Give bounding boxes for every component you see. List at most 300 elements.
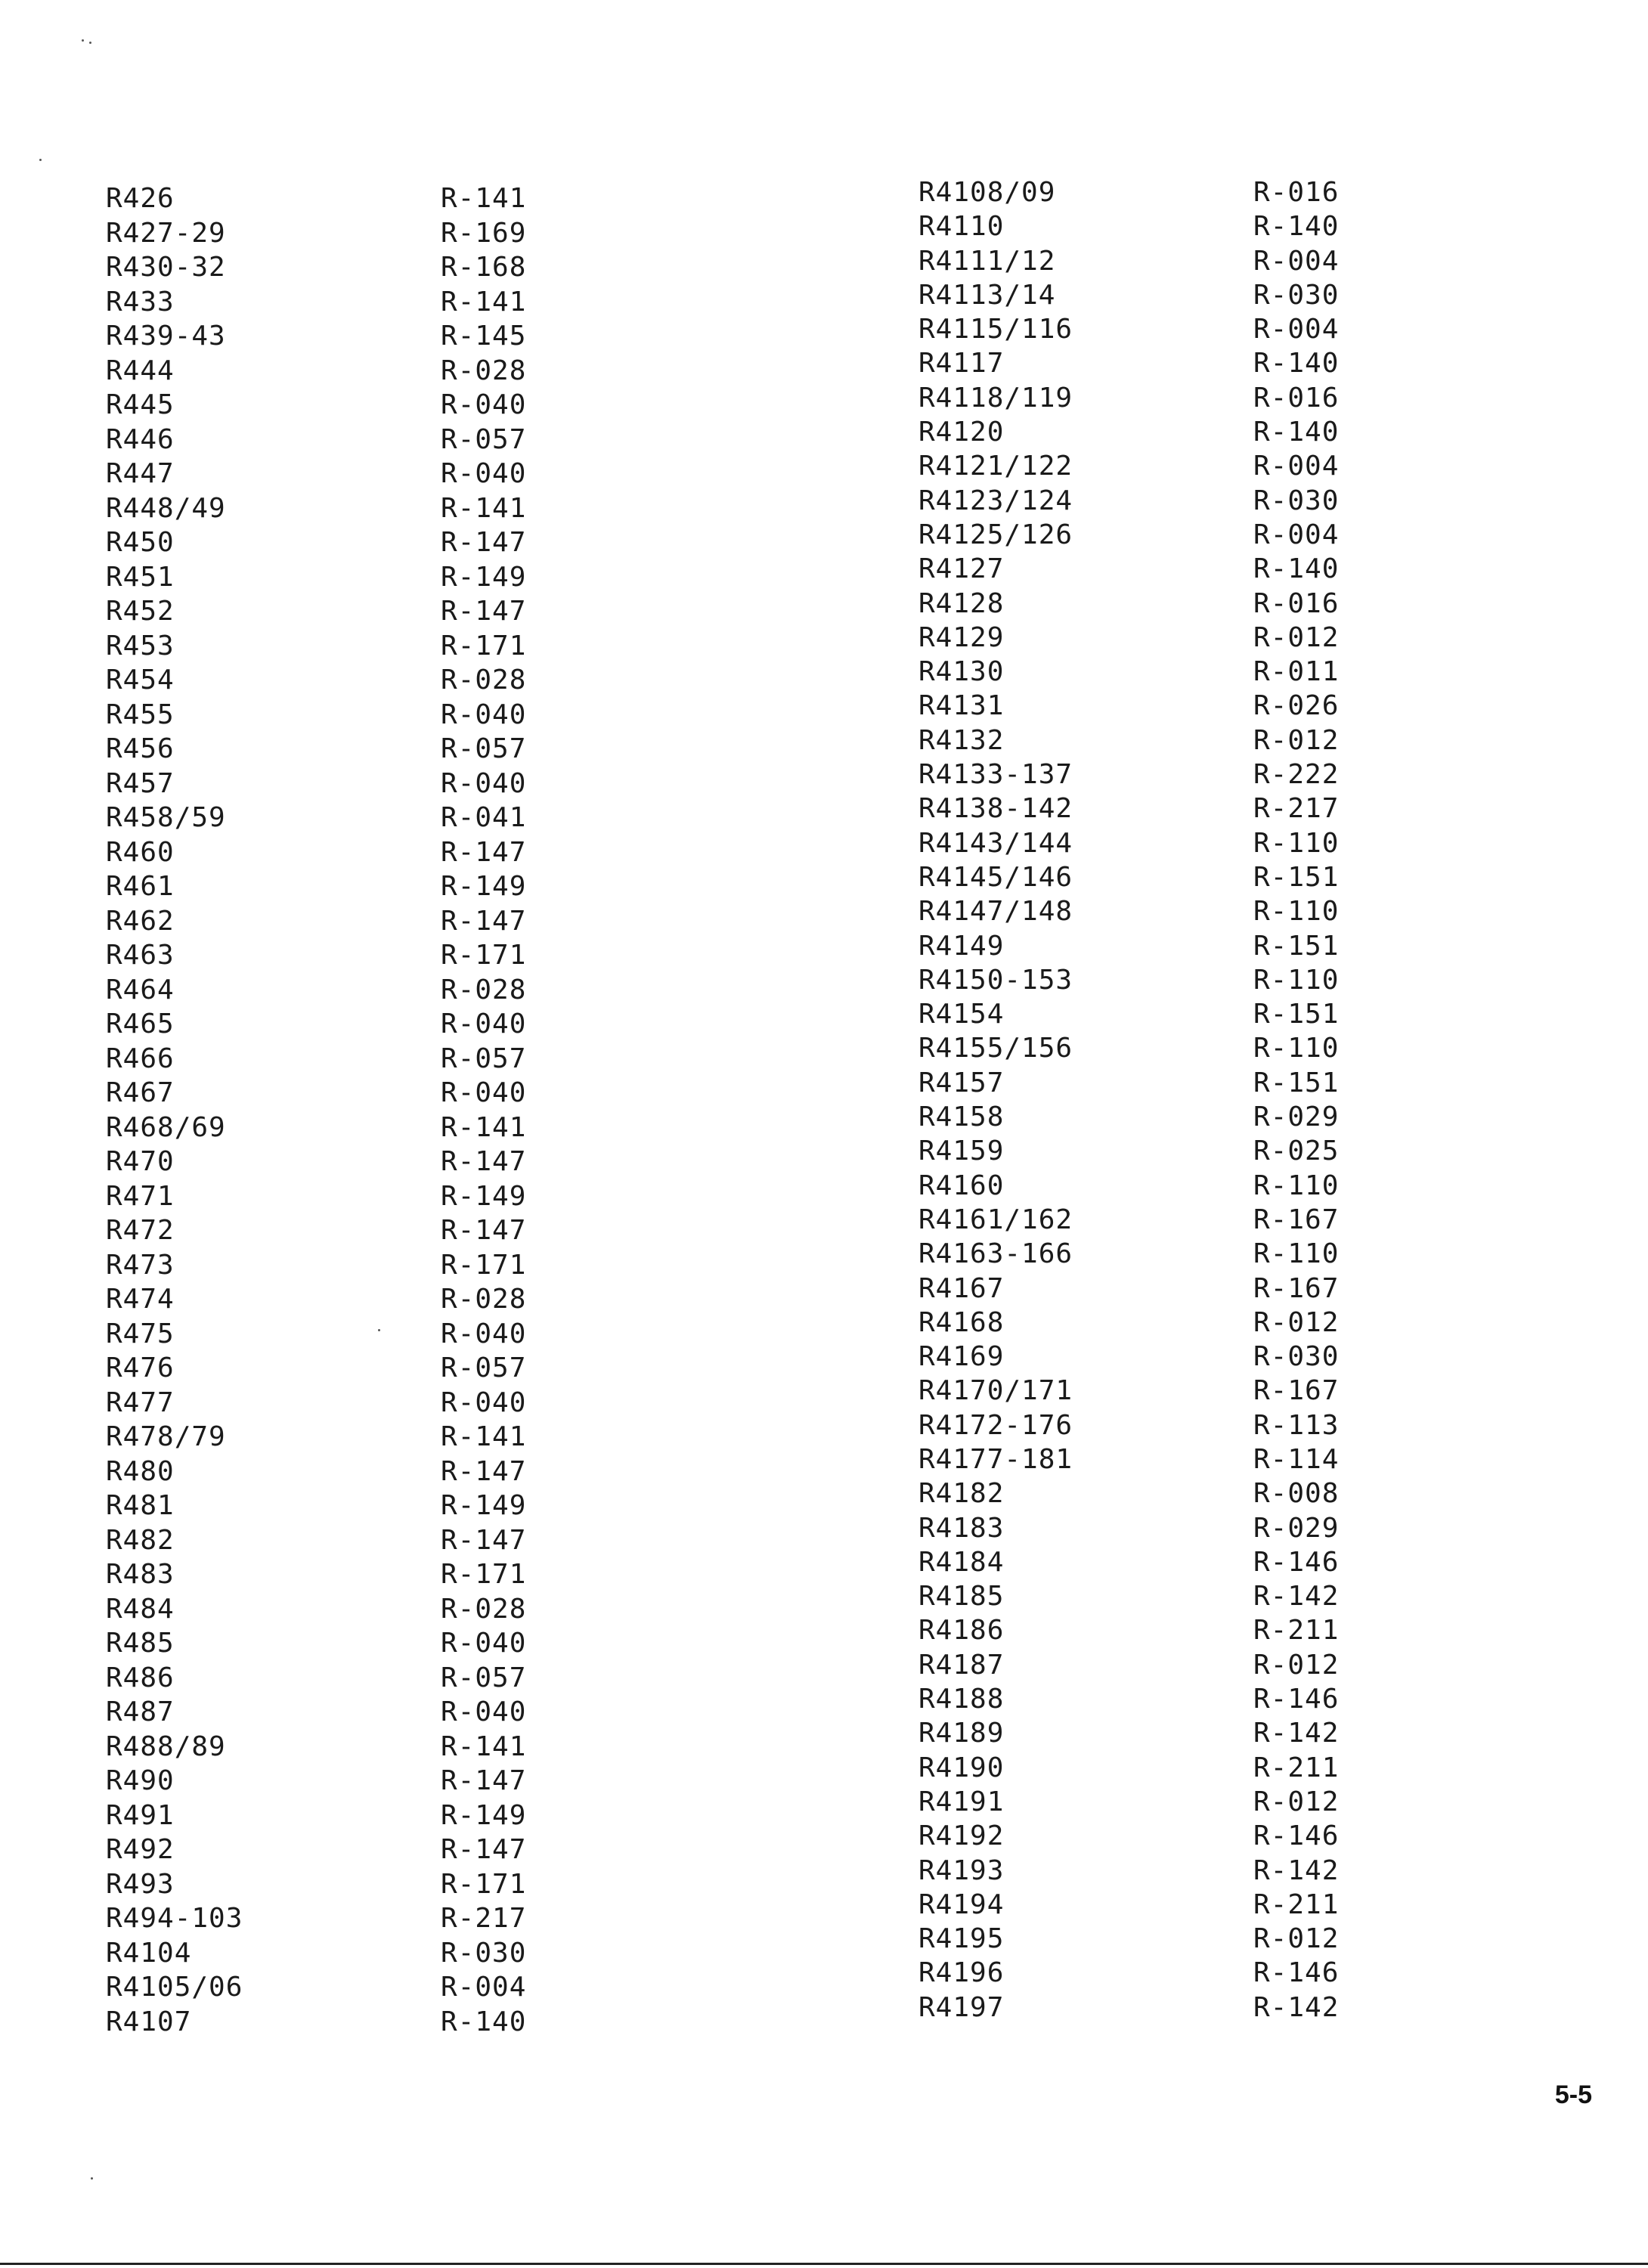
parts-list-row: [918, 381, 1448, 415]
part-number: R-167: [1253, 1272, 1340, 1304]
reference-designator: R466: [106, 1043, 175, 1074]
parts-list-row: [106, 1007, 635, 1042]
reference-designator: R461: [106, 871, 175, 902]
parts-list-row: [918, 758, 1448, 792]
parts-list-row: [918, 997, 1448, 1031]
reference-designator: R4123/124: [918, 485, 1073, 516]
reference-designator: R439-43: [106, 321, 226, 352]
part-number: R-012: [1253, 1306, 1340, 1338]
reference-designator: R4105/06: [106, 1972, 243, 2003]
reference-designator: R454: [106, 665, 175, 696]
part-number: R-012: [1253, 1786, 1340, 1817]
reference-designator: R4130: [918, 656, 1005, 688]
parts-list-row: [106, 1489, 635, 1523]
reference-designator: R446: [106, 423, 175, 455]
part-number: R-016: [1253, 382, 1340, 414]
reference-designator: R4113/14: [918, 279, 1056, 311]
reference-designator: R4189: [918, 1718, 1005, 1749]
parts-list-row: [918, 1854, 1448, 1888]
part-number: R-004: [441, 1972, 527, 2003]
part-number: R-141: [441, 492, 527, 524]
reference-designator: R4147/148: [918, 896, 1073, 928]
bottom-rule: [0, 2263, 1648, 2265]
part-number: R-142: [1253, 1991, 1340, 2023]
parts-list-row: [918, 209, 1448, 243]
part-number: R-171: [441, 1559, 527, 1590]
parts-list-row: [106, 1592, 635, 1627]
part-number: R-146: [1253, 1820, 1340, 1852]
part-number: R-147: [441, 596, 527, 627]
parts-list-row: [918, 449, 1448, 483]
reference-designator: R458/59: [106, 802, 226, 833]
part-number: R-040: [441, 767, 527, 799]
part-number: R-016: [1253, 587, 1340, 619]
scan-speck: [82, 39, 84, 42]
reference-designator: R4107: [106, 2006, 192, 2037]
part-number: R-028: [441, 1593, 527, 1625]
part-number: R-011: [1253, 656, 1340, 688]
part-number: R-149: [441, 1490, 527, 1521]
reference-designator: R4160: [918, 1170, 1005, 1201]
part-number: R-217: [441, 1903, 527, 1934]
reference-designator: R4127: [918, 553, 1005, 585]
reference-designator: R4145/146: [918, 861, 1073, 893]
parts-list-row: [106, 388, 635, 423]
reference-designator: R4120: [918, 417, 1005, 448]
parts-list-row: [106, 1213, 635, 1248]
scan-speck: [91, 2177, 93, 2180]
parts-list-row: [918, 1100, 1448, 1134]
parts-list-row: [106, 1901, 635, 1936]
reference-designator: R4143/144: [918, 827, 1073, 859]
parts-list-row: [918, 484, 1448, 518]
reference-designator: R426: [106, 183, 175, 214]
part-number: R-110: [1253, 896, 1340, 928]
part-number: R-171: [441, 1249, 527, 1281]
reference-designator: R4121/122: [918, 451, 1073, 482]
parts-list-row: [106, 1557, 635, 1592]
parts-list-row: [918, 1203, 1448, 1237]
reference-designator: R4129: [918, 621, 1005, 653]
reference-designator: R475: [106, 1318, 175, 1349]
parts-list-row: [918, 1134, 1448, 1168]
reference-designator: R430-32: [106, 252, 226, 283]
reference-designator: R4150-153: [918, 964, 1073, 996]
parts-list-row: [106, 1730, 635, 1765]
reference-designator: R4172-176: [918, 1409, 1073, 1441]
parts-list-row: [106, 1764, 635, 1799]
part-number: R-057: [441, 1352, 527, 1383]
reference-designator: R477: [106, 1387, 175, 1418]
parts-list-row: [106, 1523, 635, 1558]
parts-list-row: [918, 1237, 1448, 1271]
part-number: R-147: [441, 1146, 527, 1177]
part-number: R-147: [441, 527, 527, 558]
parts-list-row: [106, 973, 635, 1008]
part-number: R-030: [441, 1937, 527, 1969]
reference-designator: R451: [106, 561, 175, 593]
reference-designator: R488/89: [106, 1730, 226, 1762]
parts-list-row: [918, 1545, 1448, 1579]
part-number: R-012: [1253, 1923, 1340, 1955]
part-number: R-146: [1253, 1957, 1340, 1989]
scan-speck: [89, 42, 91, 44]
parts-list-row: [106, 354, 635, 389]
parts-list-row: [106, 732, 635, 767]
part-number: R-140: [1253, 553, 1340, 585]
part-number: R-026: [1253, 690, 1340, 722]
part-number: R-012: [1253, 1649, 1340, 1681]
reference-designator: R4108/09: [918, 177, 1056, 208]
parts-list-row: [918, 963, 1448, 997]
part-number: R-147: [441, 1834, 527, 1865]
part-number: R-113: [1253, 1409, 1340, 1441]
reference-designator: R486: [106, 1662, 175, 1693]
parts-list-row: [106, 181, 635, 216]
reference-designator: R483: [106, 1559, 175, 1590]
reference-designator: R450: [106, 527, 175, 558]
part-number: R-151: [1253, 861, 1340, 893]
reference-designator: R4128: [918, 587, 1005, 619]
parts-list-row: [106, 938, 635, 973]
part-number: R-171: [441, 1868, 527, 1900]
reference-designator: R4192: [918, 1820, 1005, 1852]
parts-list-row: [106, 1076, 635, 1111]
part-number: R-110: [1253, 1238, 1340, 1270]
reference-designator: R4161/162: [918, 1204, 1073, 1235]
reference-designator: R491: [106, 1799, 175, 1831]
reference-designator: R4190: [918, 1752, 1005, 1783]
part-number: R-149: [441, 871, 527, 902]
part-number: R-211: [1253, 1888, 1340, 1920]
reference-designator: R4183: [918, 1512, 1005, 1544]
part-number: R-142: [1253, 1854, 1340, 1886]
part-number: R-040: [441, 1387, 527, 1418]
part-number: R-140: [1253, 348, 1340, 380]
parts-list-row: [918, 1922, 1448, 1956]
reference-designator: R482: [106, 1524, 175, 1556]
parts-list-row: [918, 1306, 1448, 1340]
parts-list-row: [106, 904, 635, 939]
reference-designator: R452: [106, 596, 175, 627]
right-parts-column: [918, 175, 1448, 2025]
part-number: R-004: [1253, 519, 1340, 550]
parts-list-row: [106, 1626, 635, 1661]
reference-designator: R4185: [918, 1581, 1005, 1613]
parts-list-row: [918, 244, 1448, 278]
part-number: R-040: [441, 458, 527, 489]
parts-list-row: [918, 1272, 1448, 1306]
reference-designator: R427-29: [106, 217, 226, 249]
parts-list-row: [918, 689, 1448, 723]
part-number: R-141: [441, 183, 527, 214]
reference-designator: R472: [106, 1215, 175, 1246]
parts-list-row: [106, 1179, 635, 1214]
reference-designator: R4159: [918, 1136, 1005, 1167]
parts-list-row: [918, 1340, 1448, 1374]
parts-list-row: [918, 346, 1448, 380]
parts-list-row: [106, 1970, 635, 2005]
parts-list-row: [106, 1351, 635, 1386]
reference-designator: R4182: [918, 1478, 1005, 1510]
parts-list-row: [106, 2005, 635, 2040]
part-number: R-057: [441, 423, 527, 455]
reference-designator: R4187: [918, 1649, 1005, 1681]
reference-designator: R494-103: [106, 1903, 243, 1934]
parts-list-row: [106, 629, 635, 664]
part-number: R-149: [441, 1799, 527, 1831]
part-number: R-146: [1253, 1684, 1340, 1715]
part-number: R-141: [441, 1730, 527, 1762]
reference-designator: R455: [106, 699, 175, 730]
parts-list-row: [918, 415, 1448, 449]
part-number: R-110: [1253, 1170, 1340, 1201]
part-number: R-028: [441, 355, 527, 386]
parts-list-row: [106, 285, 635, 320]
reference-designator: R478/79: [106, 1421, 226, 1452]
reference-designator: R445: [106, 389, 175, 420]
reference-designator: R485: [106, 1628, 175, 1659]
reference-designator: R457: [106, 767, 175, 799]
parts-list-row: [106, 835, 635, 870]
part-number: R-217: [1253, 793, 1340, 825]
part-number: R-151: [1253, 930, 1340, 962]
parts-list-row: [106, 1695, 635, 1730]
part-number: R-171: [441, 940, 527, 971]
parts-list-row: [918, 655, 1448, 689]
parts-list-row: [106, 423, 635, 457]
reference-designator: R4196: [918, 1957, 1005, 1989]
part-number: R-012: [1253, 724, 1340, 756]
part-number: R-028: [441, 974, 527, 1005]
reference-designator: R4157: [918, 1067, 1005, 1098]
parts-list-row: [918, 1648, 1448, 1682]
parts-list-row: [106, 1661, 635, 1696]
part-number: R-016: [1253, 177, 1340, 208]
reference-designator: R447: [106, 458, 175, 489]
parts-list-row: [918, 1031, 1448, 1065]
reference-designator: R467: [106, 1077, 175, 1108]
parts-list-row: [106, 698, 635, 733]
reference-designator: R4138-142: [918, 793, 1073, 825]
reference-designator: R4133-137: [918, 759, 1073, 791]
part-number: R-057: [441, 1043, 527, 1074]
part-number: R-169: [441, 217, 527, 249]
part-number: R-040: [441, 1696, 527, 1727]
part-number: R-149: [441, 561, 527, 593]
reference-designator: R4194: [918, 1888, 1005, 1920]
part-number: R-146: [1253, 1546, 1340, 1578]
reference-designator: R484: [106, 1593, 175, 1625]
reference-designator: R460: [106, 836, 175, 868]
part-number: R-211: [1253, 1752, 1340, 1783]
parts-list-row: [106, 594, 635, 629]
part-number: R-147: [441, 1455, 527, 1487]
part-number: R-040: [441, 1077, 527, 1108]
parts-list-row: [106, 491, 635, 526]
reference-designator: R4104: [106, 1937, 192, 1969]
parts-list-row: [918, 312, 1448, 346]
reference-designator: R487: [106, 1696, 175, 1727]
parts-list-row: [918, 1682, 1448, 1716]
reference-designator: R473: [106, 1249, 175, 1281]
parts-list-row: [106, 1936, 635, 1971]
part-number: R-029: [1253, 1512, 1340, 1544]
parts-list-row: [106, 663, 635, 698]
page-number: 5-5: [1554, 2081, 1592, 2109]
parts-list-row: [918, 1374, 1448, 1408]
reference-designator: R4155/156: [918, 1033, 1073, 1064]
parts-list-row: [918, 1169, 1448, 1203]
parts-list-row: [106, 525, 635, 560]
reference-designator: R4132: [918, 724, 1005, 756]
part-number: R-141: [441, 1111, 527, 1143]
reference-designator: R4158: [918, 1101, 1005, 1133]
reference-designator: R4167: [918, 1272, 1005, 1304]
parts-list-row: [106, 1799, 635, 1833]
parts-list-row: [918, 278, 1448, 312]
part-number: R-029: [1253, 1101, 1340, 1133]
reference-designator: R465: [106, 1009, 175, 1040]
part-number: R-114: [1253, 1443, 1340, 1475]
parts-list-row: [918, 1408, 1448, 1442]
parts-list-row: [918, 894, 1448, 928]
parts-list-row: [918, 175, 1448, 209]
reference-designator: R4117: [918, 348, 1005, 380]
parts-list-row: [106, 1867, 635, 1902]
reference-designator: R448/49: [106, 492, 226, 524]
part-number: R-141: [441, 286, 527, 318]
parts-list-row: [918, 1751, 1448, 1785]
part-number: R-149: [441, 1180, 527, 1212]
part-number: R-167: [1253, 1204, 1340, 1235]
parts-list-row: [106, 1833, 635, 1867]
parts-list-row: [106, 869, 635, 904]
reference-designator: R4184: [918, 1546, 1005, 1578]
reference-designator: R481: [106, 1490, 175, 1521]
parts-list-row: [106, 1282, 635, 1317]
part-number: R-147: [441, 905, 527, 937]
parts-list-row: [106, 560, 635, 595]
parts-list-row: [918, 860, 1448, 894]
parts-list-row: [918, 1716, 1448, 1750]
part-number: R-151: [1253, 999, 1340, 1030]
parts-list-row: [918, 826, 1448, 860]
parts-list-row: [918, 1442, 1448, 1476]
parts-list-row: [918, 552, 1448, 586]
part-number: R-004: [1253, 314, 1340, 345]
reference-designator: R464: [106, 974, 175, 1005]
part-number: R-140: [1253, 417, 1340, 448]
reference-designator: R4170/171: [918, 1375, 1073, 1407]
reference-designator: R4191: [918, 1786, 1005, 1817]
reference-designator: R4188: [918, 1684, 1005, 1715]
part-number: R-012: [1253, 621, 1340, 653]
part-number: R-140: [441, 2006, 527, 2037]
parts-list-row: [106, 767, 635, 801]
part-number: R-211: [1253, 1615, 1340, 1647]
scan-speck: [39, 159, 42, 161]
parts-list-row: [918, 587, 1448, 621]
part-number: R-147: [441, 836, 527, 868]
part-number: R-028: [441, 665, 527, 696]
part-number: R-040: [441, 1628, 527, 1659]
parts-list-row: [918, 792, 1448, 826]
reference-designator: R471: [106, 1180, 175, 1212]
part-number: R-004: [1253, 245, 1340, 277]
parts-list-row: [106, 216, 635, 251]
parts-list-row: [918, 1613, 1448, 1647]
reference-designator: R456: [106, 733, 175, 764]
part-number: R-041: [441, 802, 527, 833]
part-number: R-030: [1253, 485, 1340, 516]
part-number: R-142: [1253, 1581, 1340, 1613]
parts-list-row: [106, 1455, 635, 1489]
part-number: R-147: [441, 1524, 527, 1556]
part-number: R-141: [441, 1421, 527, 1452]
parts-list-row: [106, 1145, 635, 1179]
part-number: R-040: [441, 699, 527, 730]
parts-list-row: [918, 1956, 1448, 1990]
reference-designator: R480: [106, 1455, 175, 1487]
reference-designator: R476: [106, 1352, 175, 1383]
parts-list-row: [918, 621, 1448, 655]
part-number: R-025: [1253, 1136, 1340, 1167]
part-number: R-030: [1253, 1341, 1340, 1373]
parts-list-row: [106, 457, 635, 491]
part-number: R-167: [1253, 1375, 1340, 1407]
part-number: R-168: [441, 252, 527, 283]
part-number: R-008: [1253, 1478, 1340, 1510]
part-number: R-222: [1253, 759, 1340, 791]
part-number: R-147: [441, 1765, 527, 1796]
parts-list-row: [106, 1317, 635, 1352]
parts-list-row: [106, 1420, 635, 1455]
part-number: R-142: [1253, 1718, 1340, 1749]
reference-designator: R470: [106, 1146, 175, 1177]
reference-designator: R493: [106, 1868, 175, 1900]
part-number: R-030: [1253, 279, 1340, 311]
reference-designator: R4197: [918, 1991, 1005, 2023]
reference-designator: R4111/12: [918, 245, 1056, 277]
part-number: R-147: [441, 1215, 527, 1246]
parts-list-row: [918, 929, 1448, 963]
parts-list-row: [918, 1785, 1448, 1819]
part-number: R-110: [1253, 827, 1340, 859]
reference-designator: R474: [106, 1284, 175, 1315]
parts-list-row: [106, 1042, 635, 1077]
parts-list-row: [918, 723, 1448, 758]
left-parts-column: [106, 181, 635, 2039]
reference-designator: R490: [106, 1765, 175, 1796]
parts-list-row: [106, 250, 635, 285]
reference-designator: R4195: [918, 1923, 1005, 1955]
reference-designator: R492: [106, 1834, 175, 1865]
reference-designator: R4163-166: [918, 1238, 1073, 1270]
reference-designator: R444: [106, 355, 175, 386]
parts-list-row: [918, 1888, 1448, 1922]
parts-list-row: [106, 1248, 635, 1283]
part-number: R-040: [441, 389, 527, 420]
part-number: R-171: [441, 630, 527, 662]
part-number: R-040: [441, 1318, 527, 1349]
reference-designator: R462: [106, 905, 175, 937]
reference-designator: R4149: [918, 930, 1005, 962]
reference-designator: R4154: [918, 999, 1005, 1030]
reference-designator: R4193: [918, 1854, 1005, 1886]
part-number: R-057: [441, 1662, 527, 1693]
part-number: R-110: [1253, 1033, 1340, 1064]
